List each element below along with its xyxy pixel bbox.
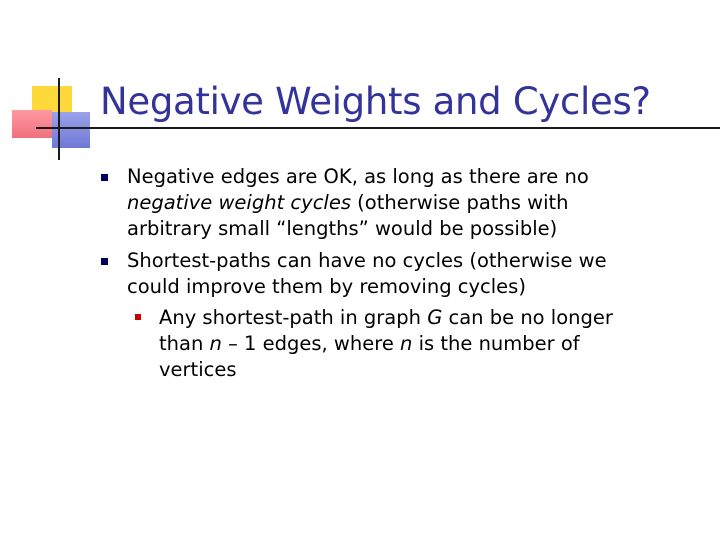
square-bullet-icon xyxy=(101,174,108,181)
sub-bullet-line-1 xyxy=(159,305,613,331)
square-bullet-icon xyxy=(101,258,108,265)
text-run: can be no longer xyxy=(442,306,613,329)
sub-bullet-line-3: vertices xyxy=(159,358,237,381)
var-n: n xyxy=(400,332,413,355)
emphasis-text: negative weight cycles xyxy=(127,191,351,214)
title-underline xyxy=(36,127,720,129)
sub-bullet-line-2 xyxy=(159,331,613,357)
text-run: than xyxy=(159,332,210,355)
var-n: n xyxy=(209,332,222,355)
logo-vertical-line xyxy=(58,78,60,160)
bullet-1-line-2-rest: (otherwise paths with xyxy=(350,191,569,214)
bullet-text-2 xyxy=(127,248,607,300)
text-run: – 1 edges, where xyxy=(221,332,401,355)
sub-bullet-text-1 xyxy=(159,305,613,383)
bullet-text-1 xyxy=(127,164,589,242)
bullet-1-line-1: Negative edges are OK, as long as there are no xyxy=(127,165,589,188)
bullet-1-line-3: arbitrary small “lengths” would be possible) xyxy=(127,217,558,240)
bullet-2-line-2: could improve them by removing cycles) xyxy=(127,275,526,298)
text-run: Any shortest-path in graph xyxy=(159,306,428,329)
slide-title: Negative Weights and Cycles? xyxy=(100,80,651,123)
square-bullet-icon xyxy=(135,314,141,320)
bullet-1-line-2 xyxy=(127,190,589,216)
logo-red-square xyxy=(12,110,52,138)
var-g: G xyxy=(427,306,443,329)
bullet-2-line-1: Shortest-paths can have no cycles (otherwise we xyxy=(127,249,607,272)
text-run: is the number of xyxy=(412,332,580,355)
